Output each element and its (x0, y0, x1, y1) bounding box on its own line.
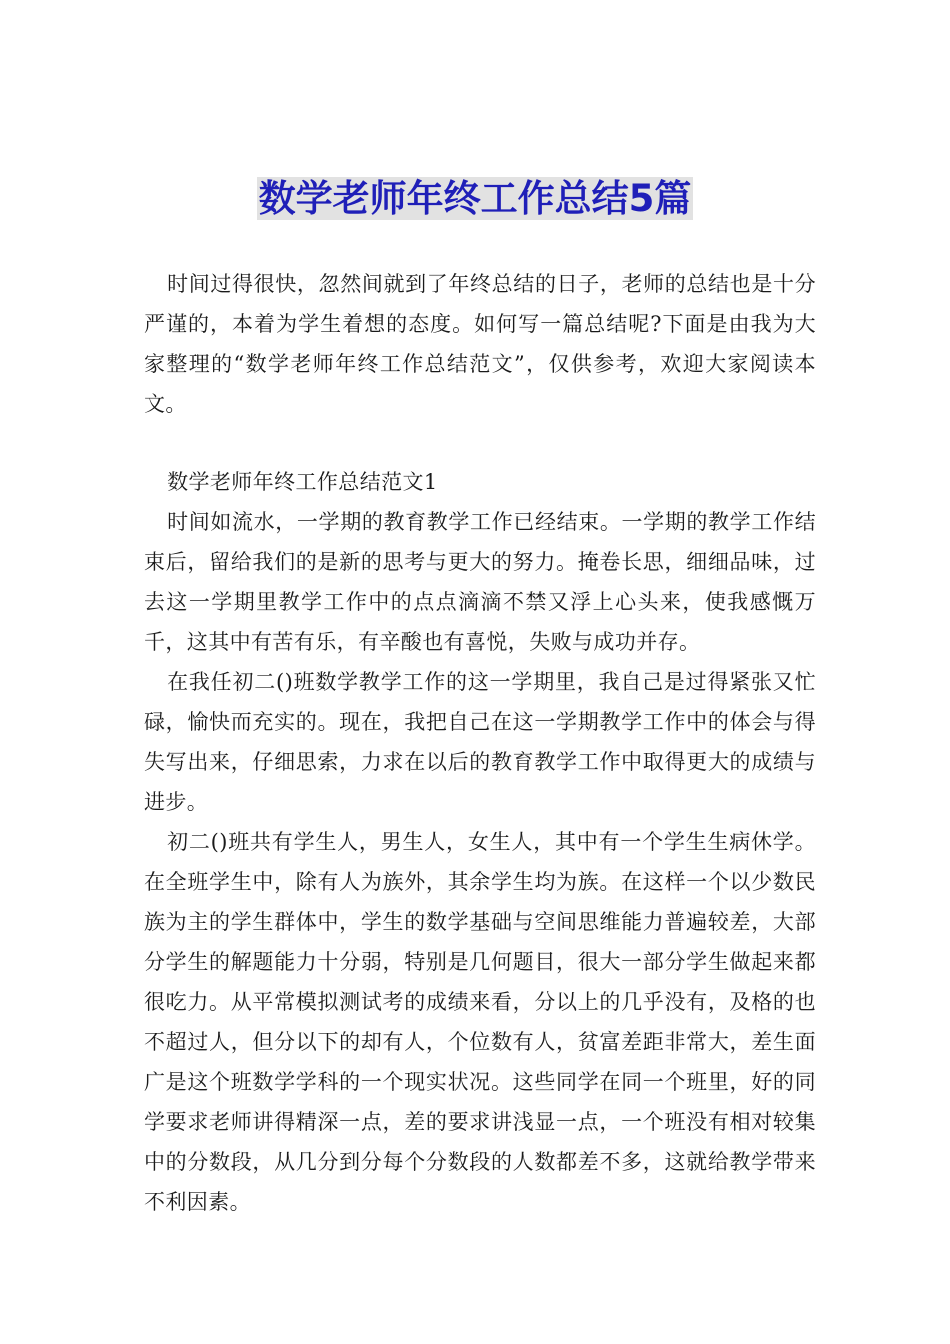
document-body (144, 264, 816, 1222)
document-title (0, 172, 950, 226)
body-paragraph-3: 初二()班共有学生人，男生人，女生人，其中有一个学生生病休学。在全班学生中，除有人为族外，其余学生均为族。在这样一个以少数民族为主的学生群体中，学生的数学基础与空间思维能力普遍较差，大部分学生的解题能力十分弱，特别是几何题目，很大一部分学生做起来都很吃力。从平常模拟测试考的成绩来看，分以上的几乎没有，及格的也不超过人，但分以下的却有人，个位数有人，贫富差距非常大，差生面广是这个班数学学科的一个现实状况。这些同学在同一个班里，好的同学要求老师讲得精深一点，差的要求讲浅显一点，一个班没有相对较集中的分数段，从几分到分每个分数段的人数都差不多，这就给教学带来不利因素。 (144, 830, 816, 1214)
intro-paragraph: 时间过得很快，忽然间就到了年终总结的日子，老师的总结也是十分严谨的，本着为学生着想的态度。如何写一篇总结呢?下面是由我为大家整理的“数学老师年终工作总结范文”，仅供参考，欢迎大家阅读本文。 (144, 272, 816, 416)
body-paragraph-1: 时间如流水，一学期的教育教学工作已经结束。一学期的教学工作结束后，留给我们的是新的思考与更大的努力。掩卷长思，细细品味，过去这一学期里教学工作中的点点滴滴不禁又浮上心头来，使我感慨万千，这其中有苦有乐，有辛酸也有喜悦，失败与成功并存。 (144, 510, 816, 654)
document-title-text: 数学老师年终工作总结5篇 (258, 177, 692, 220)
section-heading: 数学老师年终工作总结范文1 (167, 470, 438, 494)
body-paragraph-2: 在我任初二()班数学教学工作的这一学期里，我自己是过得紧张又忙碌，愉快而充实的。现在，我把自己在这一学期教学工作中的体会与得失写出来，仔细思索，力求在以后的教育教学工作中取得更大的成绩与进步。 (144, 670, 816, 814)
